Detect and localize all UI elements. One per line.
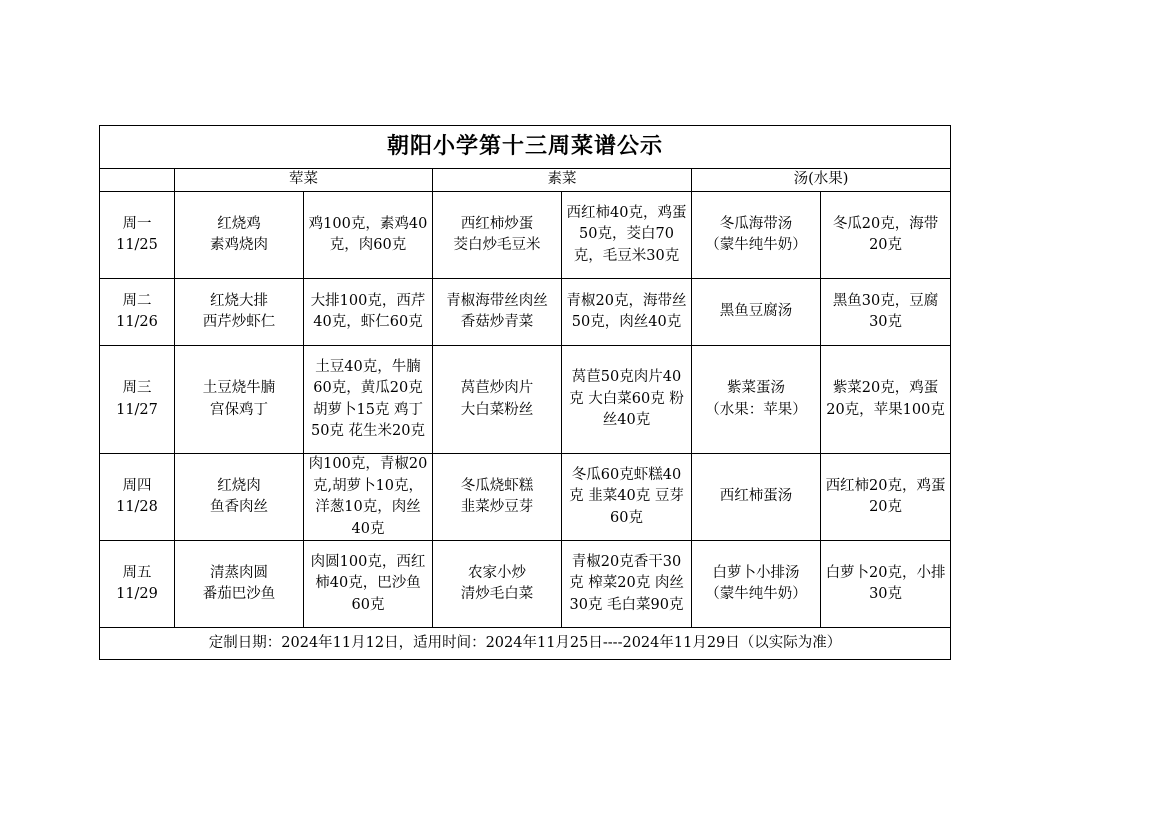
day-label: 周三 — [122, 380, 152, 396]
veg-detail-cell: 莴苣50克肉片40克 大白菜60克 粉丝40克 — [562, 346, 692, 454]
footer-note: 定制日期：2024年11月12日，适用时间：2024年11月25日----2024年11月29日（以实际为准） — [100, 628, 951, 660]
day-label: 周二 — [122, 292, 152, 309]
day-cell — [100, 279, 175, 346]
soup-dish-cell: 西红柿蛋汤 — [692, 454, 821, 541]
soup-dish-cell: 黑鱼豆腐汤 — [692, 279, 821, 346]
date-label: 11/27 — [116, 401, 158, 418]
day-label: 周五 — [122, 564, 152, 581]
meat-detail-cell: 土豆40克，牛腩60克，黄瓜20克 胡萝卜15克 鸡丁50克 花生米20克 — [304, 346, 433, 454]
soup-detail-cell: 冬瓜20克，海带20克 — [821, 192, 951, 279]
veg-dish-cell: 西红柿炒蛋 茭白炒毛豆米 — [433, 192, 562, 279]
header-blank — [100, 169, 175, 192]
header-veg: 素菜 — [433, 169, 692, 192]
veg-dish-cell: 莴苣炒肉片 大白菜粉丝 — [433, 346, 562, 454]
date-label: 11/29 — [116, 586, 158, 602]
header-row — [100, 169, 951, 192]
day-cell — [100, 541, 175, 628]
weekly-menu-table — [99, 125, 951, 660]
day-cell — [100, 454, 175, 541]
meat-detail-cell: 鸡100克，素鸡40克，肉60克 — [304, 192, 433, 279]
veg-detail-cell: 青椒20克香干30克 榨菜20克 肉丝30克 毛白菜90克 — [562, 541, 692, 628]
soup-dish-cell: 白萝卜小排汤 （蒙牛纯牛奶） — [692, 541, 821, 628]
veg-detail-cell: 西红柿40克，鸡蛋50克，茭白70克，毛豆米30克 — [562, 192, 692, 279]
table-row — [100, 454, 951, 541]
table-row — [100, 192, 951, 279]
page-title: 朝阳小学第十三周菜谱公示 — [100, 126, 951, 169]
veg-dish-cell: 冬瓜烧虾糕 韭菜炒豆芽 — [433, 454, 562, 541]
meat-detail-cell: 肉100克，青椒20克,胡萝卜10克，洋葱10克，肉丝40克 — [304, 454, 433, 541]
date-label: 11/26 — [116, 314, 158, 330]
table-row — [100, 279, 951, 346]
soup-detail-cell: 黑鱼30克，豆腐30克 — [821, 279, 951, 346]
veg-dish-cell: 农家小炒 清炒毛白菜 — [433, 541, 562, 628]
soup-dish-cell: 紫菜蛋汤 （水果：苹果） — [692, 346, 821, 454]
veg-detail-cell: 冬瓜60克虾糕40克 韭菜40克 豆芽60克 — [562, 454, 692, 541]
date-label: 11/25 — [116, 237, 158, 253]
meat-dish-cell: 红烧大排 西芹炒虾仁 — [175, 279, 304, 346]
day-cell — [100, 192, 175, 279]
day-cell — [100, 346, 175, 454]
soup-detail-cell: 紫菜20克，鸡蛋20克，苹果100克 — [821, 346, 951, 454]
soup-detail-cell: 西红柿20克，鸡蛋20克 — [821, 454, 951, 541]
table-row — [100, 541, 951, 628]
soup-dish-cell: 冬瓜海带汤 （蒙牛纯牛奶） — [692, 192, 821, 279]
header-soup: 汤(水果) — [692, 169, 951, 192]
header-meat: 荤菜 — [175, 169, 433, 192]
table-row — [100, 346, 951, 454]
meat-dish-cell: 红烧肉 鱼香肉丝 — [175, 454, 304, 541]
meat-dish-cell: 清蒸肉圆 番茄巴沙鱼 — [175, 541, 304, 628]
veg-detail-cell: 青椒20克，海带丝50克，肉丝40克 — [562, 279, 692, 346]
date-label: 11/28 — [116, 499, 158, 515]
meat-detail-cell: 肉圆100克，西红柿40克，巴沙鱼60克 — [304, 541, 433, 628]
day-label: 周四 — [122, 477, 152, 494]
soup-detail-cell: 白萝卜20克，小排30克 — [821, 541, 951, 628]
veg-dish-cell: 青椒海带丝肉丝 香菇炒青菜 — [433, 279, 562, 346]
day-label: 周一 — [122, 215, 152, 232]
meat-dish-cell: 红烧鸡 素鸡烧肉 — [175, 192, 304, 279]
meat-detail-cell: 大排100克，西芹40克，虾仁60克 — [304, 279, 433, 346]
meat-dish-cell: 土豆烧牛腩 宫保鸡丁 — [175, 346, 304, 454]
